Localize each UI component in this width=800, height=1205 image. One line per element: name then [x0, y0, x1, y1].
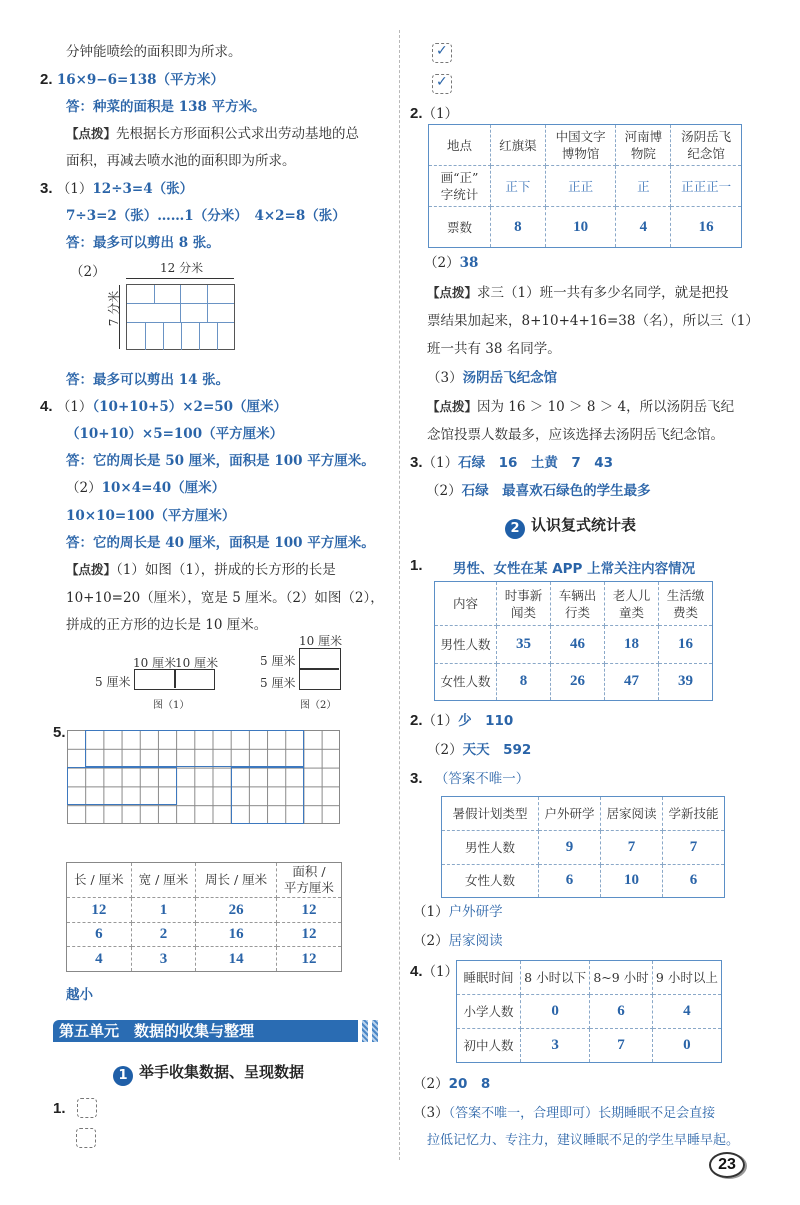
table-cell: 6: [539, 864, 601, 898]
part-label: （2）: [70, 264, 106, 280]
table-title: 男性、女性在某 APP 上常关注内容情况: [453, 561, 696, 577]
header-line: 物院: [630, 146, 656, 161]
fig1-caption: 图（1）: [153, 700, 190, 711]
table-cell: 7: [663, 831, 725, 865]
fig2-side-bottom-label: 5 厘米: [260, 676, 296, 690]
question-4: [40, 397, 287, 417]
answer: 天天 592: [462, 742, 532, 758]
tally-cell: 正正: [545, 166, 616, 207]
header-line: 生活缴: [666, 587, 705, 603]
row-header: 地点: [429, 125, 491, 166]
column-header: [671, 125, 742, 166]
table-cell: 0: [652, 1029, 721, 1063]
section-title: [113, 1061, 304, 1086]
table-cell: 6: [67, 922, 132, 947]
table-cell: 6: [663, 864, 725, 898]
tip: [427, 283, 729, 303]
table-row: [67, 898, 342, 923]
column-header: [491, 125, 546, 166]
table-row: [67, 947, 342, 972]
header-line: 画“正”: [440, 170, 479, 185]
table-cell: 35: [497, 626, 551, 664]
part-label: （1）: [422, 713, 459, 729]
tip-text: 10+10=20（厘米），宽是 5 厘米。（2）如图（2），: [66, 590, 384, 606]
row-header: 初中人数: [457, 1029, 521, 1063]
part-2: [424, 253, 478, 273]
part-label: （2）: [66, 480, 102, 496]
answer: 石绿 16 土黄 7 43: [458, 455, 614, 471]
tip-text: 面积，再减去喷水池的面积即为所求。: [66, 153, 296, 169]
header-line: 博物馆: [561, 146, 600, 161]
question-number: 2.: [410, 712, 423, 729]
table-cell: 9: [539, 831, 601, 865]
header-line: 平方厘米: [283, 880, 334, 895]
table-header: [276, 863, 341, 898]
corner-header: 内容: [435, 582, 497, 626]
fig1-top-left-label: 10 厘米: [133, 656, 177, 670]
answer: 答：最多可以剪出 8 张。: [66, 235, 220, 251]
question-3: [410, 769, 529, 789]
answer-checkbox-checked[interactable]: [432, 74, 452, 94]
question-number: 1.: [410, 557, 423, 574]
header-line: 汤阴岳飞: [681, 129, 732, 144]
table-cell: 12: [276, 922, 341, 947]
column-divider: [399, 30, 400, 1160]
part-label: （1）: [413, 904, 449, 920]
answer: 石绿 最喜欢石绿色的学生最多: [461, 483, 651, 499]
header-line: 老人儿: [612, 587, 651, 603]
header-line: 童类: [618, 604, 644, 620]
question-number: 3.: [410, 770, 423, 787]
table-header: 长 / 厘米: [67, 863, 132, 898]
tip: [427, 397, 734, 417]
answer-checkbox[interactable]: [76, 1128, 96, 1148]
answer: 居家阅读: [448, 933, 503, 949]
fig2-side-top-label: 5 厘米: [260, 654, 296, 668]
table-row: [442, 864, 725, 898]
column-header: 学新技能: [663, 797, 725, 831]
fig1-top-right-label: 10 厘米: [175, 656, 219, 670]
vote-count: 16: [671, 207, 742, 248]
table-cell: 46: [551, 626, 605, 664]
corner-header: 暑假计划类型: [442, 797, 539, 831]
table-cell: 4: [67, 947, 132, 972]
width-arrow: [126, 278, 234, 279]
row-header: [429, 166, 491, 207]
equation: （10+10）×5=100（平方厘米）: [66, 426, 284, 442]
part-label: （1）: [422, 964, 459, 980]
column-header: [497, 582, 551, 626]
answer: 答：最多可以剪出 14 张。: [66, 372, 230, 388]
column-header: [616, 125, 671, 166]
table-cell: 1: [131, 898, 196, 923]
part-2: [427, 740, 531, 760]
tip-tag: 【点拨】: [66, 126, 117, 141]
row-header: 男性人数: [442, 831, 539, 865]
header-line: 字统计: [440, 187, 479, 202]
question-number: 5.: [53, 724, 66, 741]
figure-1-rectangle: [134, 669, 215, 690]
equation: 7÷3=2（张）……1（分米） 4×2=8（张）: [66, 208, 346, 224]
table-cell: 12: [276, 947, 341, 972]
table-cell: 0: [521, 995, 590, 1029]
column-header: 居家阅读: [601, 797, 663, 831]
answer: 答：种菜的面积是 138 平方米。: [66, 99, 266, 115]
figure-2-square: [299, 648, 341, 690]
tip: [66, 560, 336, 580]
section-title: [505, 514, 636, 539]
table-cell: 16: [659, 626, 713, 664]
tip-tag: 【点拨】: [427, 399, 478, 414]
column-header: [545, 125, 616, 166]
question-2: [410, 104, 458, 124]
question-number: 2.: [410, 105, 423, 122]
tip-tag: 【点拨】: [66, 562, 117, 577]
header-line: 纪念馆: [687, 146, 725, 161]
answer: 答：它的周长是 40 厘米，面积是 100 平方厘米。: [66, 535, 375, 551]
tip-text: （1）如图（1），拼成的长方形的长是: [116, 562, 336, 578]
tip: [66, 124, 359, 144]
continuation-text: 分钟能喷绘的面积即为所求。: [66, 44, 242, 60]
table-cell: 7: [601, 831, 663, 865]
sleep-time-table: [456, 960, 722, 1063]
part-label: （1）: [422, 455, 459, 471]
question-number: 3.: [410, 454, 423, 471]
table-cell: 3: [131, 947, 196, 972]
question-number: 1.: [53, 1100, 66, 1117]
part-3: [413, 1103, 715, 1124]
tip-tag: 【点拨】: [427, 285, 478, 300]
vote-count: 4: [616, 207, 671, 248]
column-header: [551, 582, 605, 626]
answer: 汤阴岳飞纪念馆: [462, 370, 558, 386]
tally-cell: 正正正一: [671, 166, 742, 207]
page-number: 23: [709, 1152, 745, 1178]
fig2-top-label: 10 厘米: [299, 634, 343, 648]
vote-tally-table: [428, 124, 742, 248]
header-line: 行类: [564, 604, 590, 620]
tip-text: 班一共有 38 名同学。: [427, 341, 561, 357]
part-label: （2）: [426, 483, 462, 499]
column-header: 户外研学: [539, 797, 601, 831]
table-cell: 12: [67, 898, 132, 923]
column-header: 9 小时以上: [652, 961, 721, 995]
part-label: （2）: [413, 933, 449, 949]
row-header: 小学人数: [457, 995, 521, 1029]
part-label: （1）: [56, 181, 93, 197]
dimension-label-width: 12 分米: [160, 261, 204, 275]
table-cell: 2: [131, 922, 196, 947]
conclusion: 越小: [66, 987, 93, 1003]
row-header: 男性人数: [435, 626, 497, 664]
question-3: [40, 179, 193, 199]
table-cell: 3: [521, 1029, 590, 1063]
dimension-label-height: 7 分米: [107, 290, 122, 327]
column-header: 8~9 小时: [590, 961, 652, 995]
header-line: 面积 /: [292, 864, 326, 879]
table-row: [67, 922, 342, 947]
equation: 10×4=40（厘米）: [101, 480, 226, 496]
table-row: [429, 166, 742, 207]
question-2: [410, 711, 513, 731]
checkmark-icon: ✓: [436, 74, 448, 90]
part-label: （1）: [422, 106, 459, 122]
unit-bar-stripe: [372, 1020, 378, 1042]
row-header: 女性人数: [442, 864, 539, 898]
section-number-badge: 2: [505, 519, 525, 539]
table-row: [435, 663, 713, 701]
question-4: [410, 962, 458, 982]
fig2-caption: 图（2）: [300, 700, 337, 711]
section-title-text: 举手收集数据、呈现数据: [139, 1063, 305, 1081]
part-label: （2）: [427, 742, 463, 758]
vote-count: 8: [491, 207, 546, 248]
table-cell: 26: [196, 898, 277, 923]
answer: 38: [459, 255, 479, 271]
unit-title: 第五单元 数据的收集与整理: [53, 1020, 358, 1042]
table-cell: 4: [652, 995, 721, 1029]
row-header: 票数: [429, 207, 491, 248]
rectangle-12x1: [85, 730, 304, 767]
header-line: 红旗渠: [499, 137, 537, 153]
tip-text: 因为 16 ＞ 10 ＞ 8 ＞ 4，所以汤阴岳飞纪: [477, 399, 735, 415]
answer: 拉低记忆力、专注力，建议睡眠不足的学生早睡早起。: [427, 1133, 740, 1148]
answer-checkbox-checked[interactable]: [432, 43, 452, 63]
tip-text: 念馆投票人数最多，应该选择去汤阴岳飞纪念馆。: [427, 427, 724, 443]
table-row: [457, 995, 722, 1029]
section-number-badge: 1: [113, 1066, 133, 1086]
header-line: 中国文字: [555, 129, 606, 144]
table-row: [457, 1029, 722, 1063]
summer-plan-table: [441, 796, 725, 898]
answer: （答案不唯一，合理即可）长期睡眠不足会直接: [448, 1106, 716, 1121]
rectangle-table: [66, 862, 342, 972]
answer: 少 110: [458, 713, 514, 729]
answer: 户外研学: [448, 904, 503, 920]
table-cell: 47: [605, 663, 659, 701]
question-number: 4.: [40, 398, 53, 415]
tip-text: 拼成的正方形的边长是 10 厘米。: [66, 617, 268, 633]
part-label: （3）: [427, 370, 463, 386]
part-2: [413, 931, 503, 951]
tally-cell: 正下: [491, 166, 546, 207]
rectangle-6x2: [67, 767, 177, 805]
answer: 答：它的周长是 50 厘米，面积是 100 平方厘米。: [66, 453, 375, 469]
part-label: （2）: [413, 1076, 449, 1092]
fig1-side-label: 5 厘米: [95, 675, 131, 689]
table-header: 宽 / 厘米: [131, 863, 196, 898]
table-cell: 26: [551, 663, 605, 701]
part-3: [427, 368, 557, 388]
table-cell: 8: [497, 663, 551, 701]
checkmark-icon: ✓: [436, 43, 448, 59]
table-header: 周长 / 厘米: [196, 863, 277, 898]
header-line: 时事新: [504, 587, 543, 603]
table-cell: 14: [196, 947, 277, 972]
header-line: 车辆出: [558, 587, 597, 603]
corner-header: 睡眠时间: [457, 961, 521, 995]
table-row: [435, 626, 713, 664]
row-header: 女性人数: [435, 663, 497, 701]
table-cell: 7: [590, 1029, 652, 1063]
section-title-text: 认识复式统计表: [531, 516, 637, 534]
column-header: [605, 582, 659, 626]
note: （答案不唯一）: [434, 771, 530, 787]
part-label: （2）: [424, 255, 460, 271]
header-line: 河南博: [624, 129, 663, 144]
question-number: 2.: [40, 71, 53, 88]
question-number: 4.: [410, 963, 423, 980]
equation: 12÷3=4（张）: [92, 181, 194, 197]
cutting-diagram: [126, 284, 235, 350]
part-2: [413, 1074, 490, 1094]
header-line: 闻类: [510, 604, 536, 620]
question-number: 3.: [40, 180, 53, 197]
equation: 16×9−6=138（平方米）: [56, 72, 225, 88]
question-2: [40, 70, 224, 90]
equation: 10×10=100（平方厘米）: [66, 508, 236, 524]
equation: （10+10+5）×2=50（厘米）: [92, 399, 288, 415]
table-cell: 18: [605, 626, 659, 664]
part-2: [66, 478, 225, 498]
answer-checkbox[interactable]: [77, 1098, 97, 1118]
table-cell: 12: [276, 898, 341, 923]
table-cell: 10: [601, 864, 663, 898]
app-content-table: [434, 581, 713, 701]
part-2: [426, 481, 651, 501]
rectangle-4x3: [231, 767, 304, 824]
table-cell: 16: [196, 922, 277, 947]
header-line: 费类: [672, 604, 698, 620]
column-header: [659, 582, 713, 626]
vote-count: 10: [545, 207, 616, 248]
part-label: （1）: [56, 399, 93, 415]
answer: 20 8: [448, 1076, 491, 1092]
part-label: （3）: [413, 1105, 449, 1121]
table-row: [429, 207, 742, 248]
column-header: 8 小时以下: [521, 961, 590, 995]
table-cell: 39: [659, 663, 713, 701]
tip-text: 先根据长方形面积公式求出劳动基地的总: [116, 126, 360, 142]
tip-text: 票结果加起来，8+10+4+16=38（名），所以三（1）: [427, 313, 759, 329]
table-row: [442, 831, 725, 865]
part-1: [413, 902, 503, 922]
tip-text: 求三（1）班一共有多少名同学，就是把投: [477, 285, 729, 301]
question-3: [410, 453, 613, 473]
tally-cell: 正: [616, 166, 671, 207]
table-cell: 6: [590, 995, 652, 1029]
unit-bar-stripe: [362, 1020, 368, 1042]
